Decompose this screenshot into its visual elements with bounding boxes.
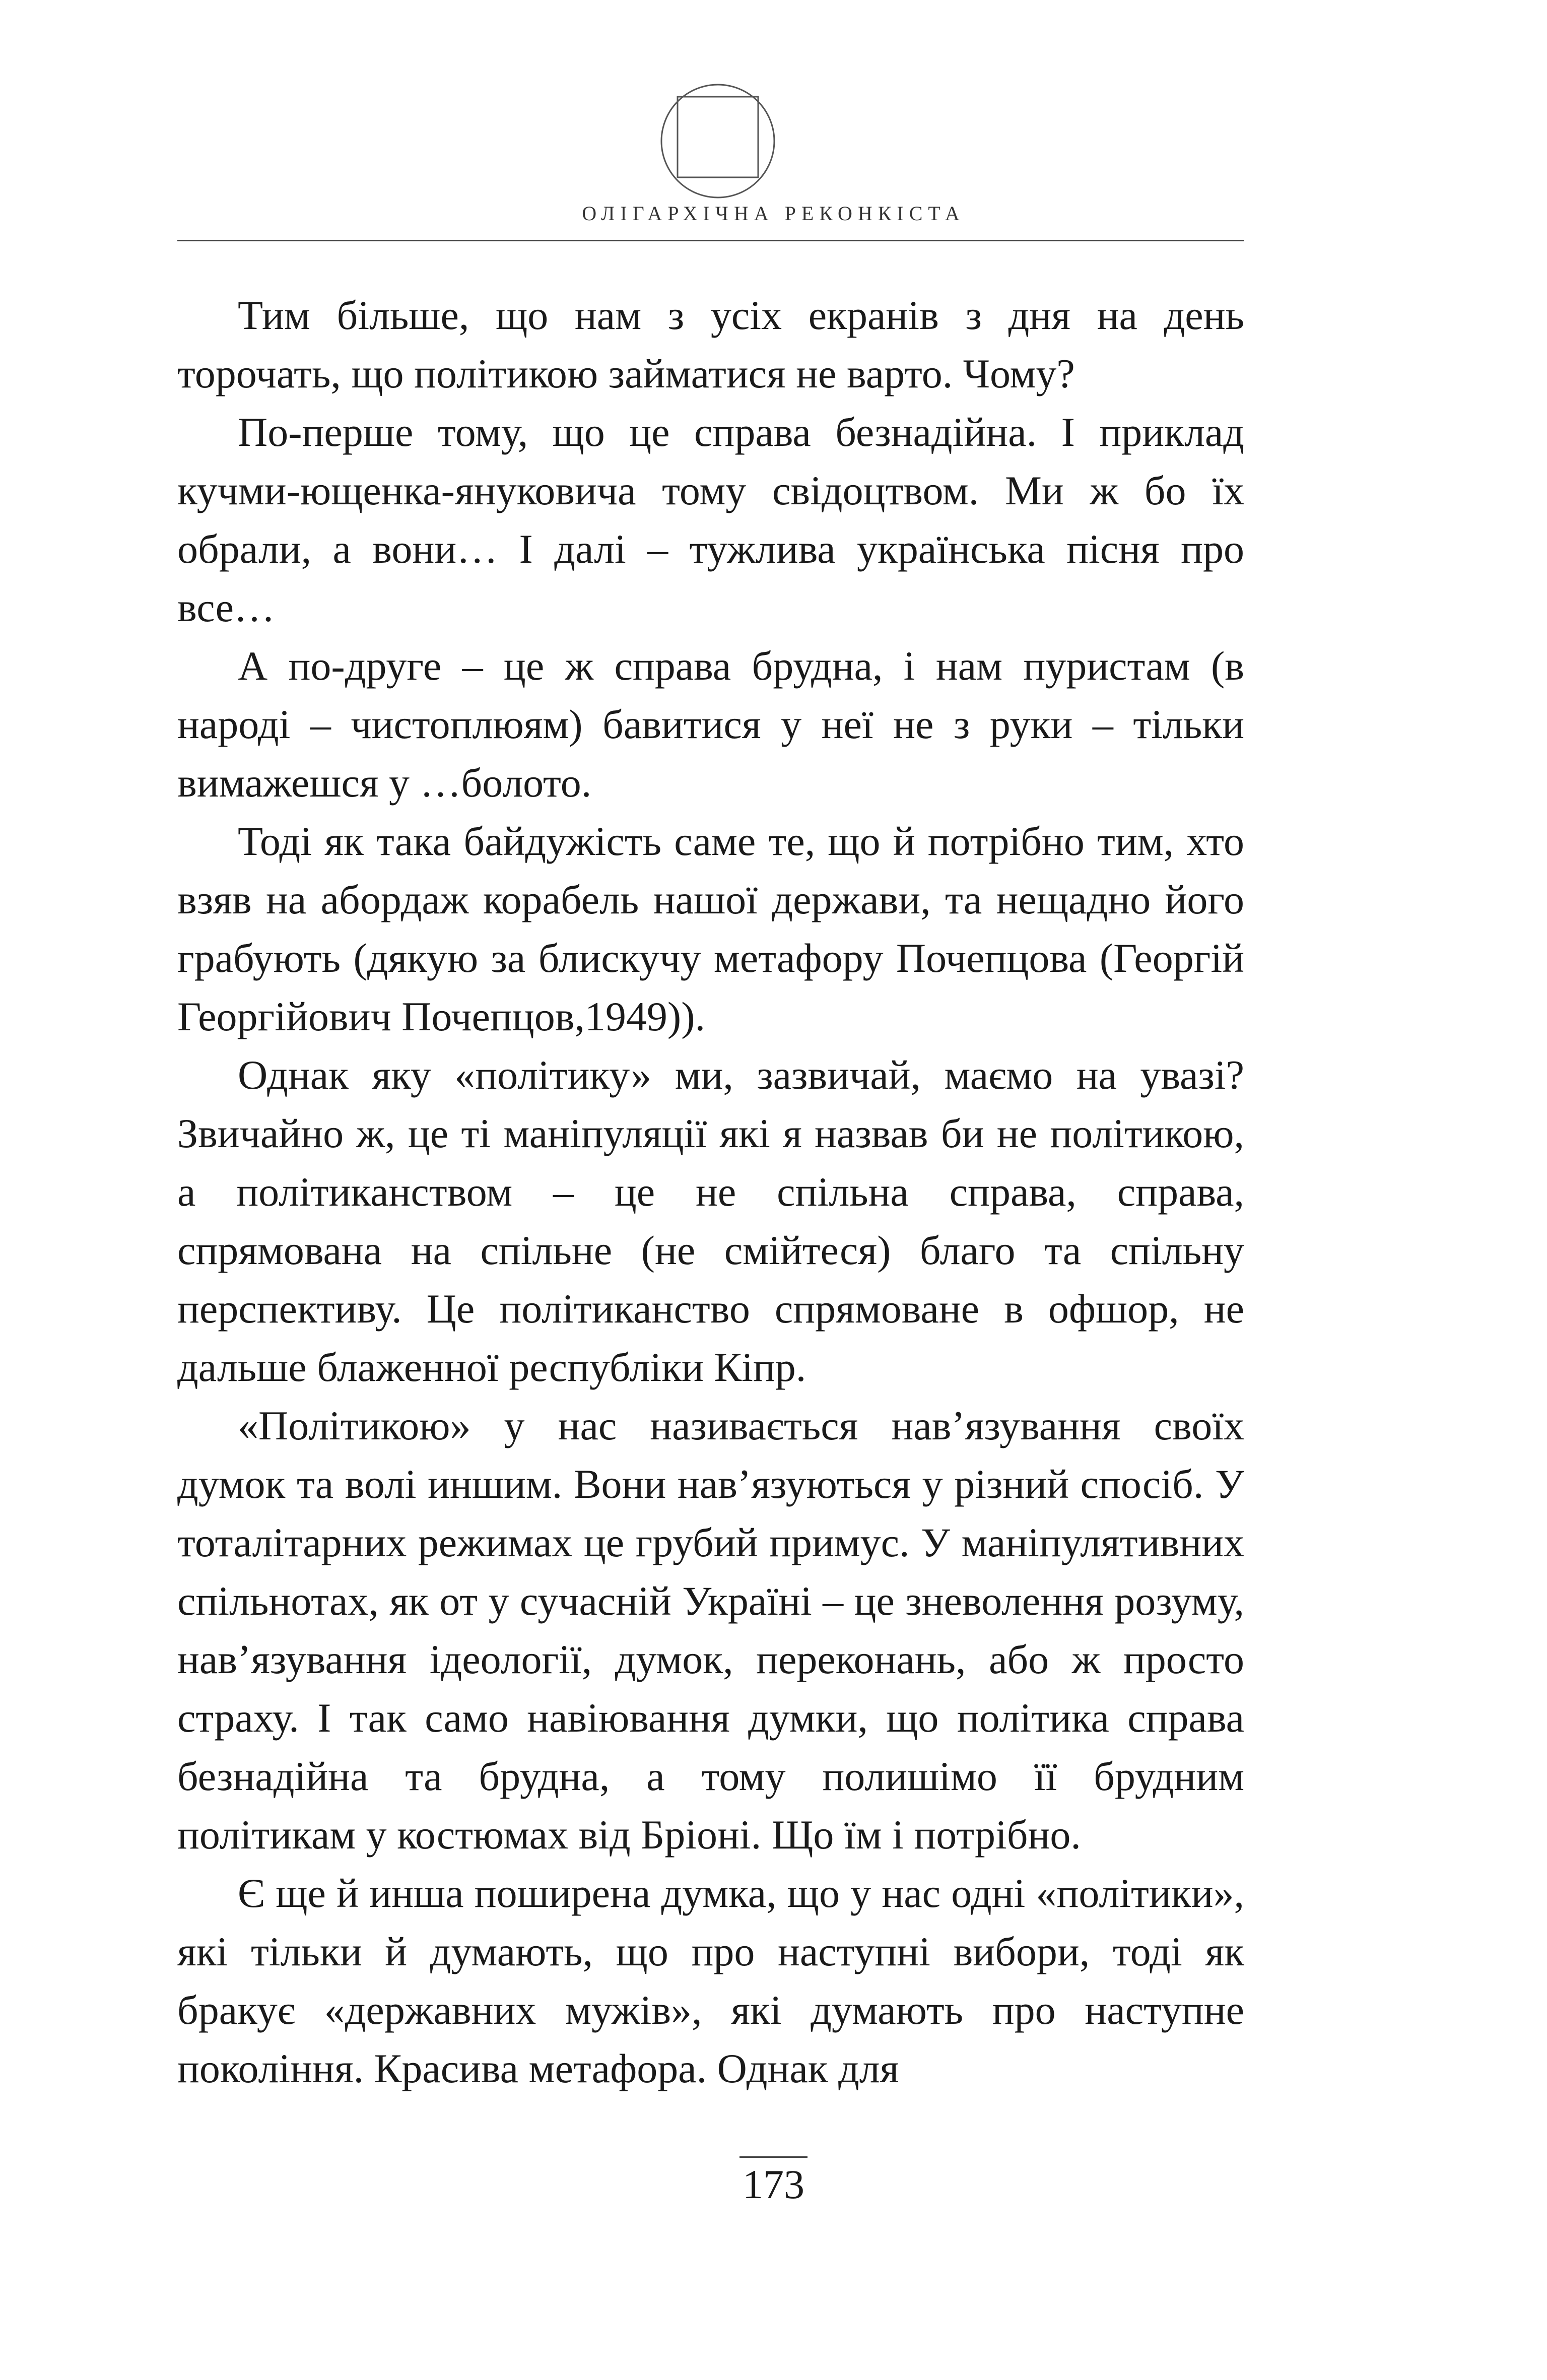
running-header: ОЛІГАРХІЧНА РЕКОНКІСТА xyxy=(582,202,965,225)
circle-square-emblem-icon xyxy=(652,76,783,207)
paragraph: Тоді як така байдужість саме те, що й потрібно тим, хто взяв на абордаж корабель нашої держави, та нещадно його грабують (дякую за блискучу метафору Почепцова (Георгій Георгійович Почепцов,1949)). xyxy=(177,818,1244,1039)
header-rule xyxy=(177,240,1244,241)
body-text xyxy=(177,286,1244,2098)
paragraph: По-перше тому, що це справа безнадійна. І приклад кучми-ющенка-януковича тому свідоцтвом. Ми ж бо їх обрали, а вони… І далі – тужлива українська пісня про все… xyxy=(177,409,1244,630)
paragraph: А по-друге – це ж справа брудна, і нам пуристам (в народі – чистоплюям) бавитися у неї не з руки – тільки вимажешся у …болото. xyxy=(177,643,1244,806)
paragraph: Однак яку «політику» ми, зазвичай, маємо на увазі? Звичайно ж, це ті маніпуляції які я назвав би не політикою, а політиканством – це не спільна справа, справа, спрямована на спільне (не смійтеся) благо та спільну перспективу. Це політиканство спрямоване в офшор, не дальше блаженної республіки Кіпр. xyxy=(177,1052,1244,1390)
page-number-container xyxy=(0,2156,1547,2208)
paragraph: «Політикою» у нас називається нав’язування своїх думок та волі иншим. Вони нав’язуються у різний спосіб. У тоталітарних режимах це грубий примус. У маніпулятивних спільнотах, як от у сучасній Україні – це зневолення розуму, нав’язування ідеології, думок, переконань, або ж просто страху. І так само навіювання думки, що політика справа безнадійна та брудна, а тому полишімо її брудним політикам у костюмах від Бріоні. Що їм і потрібно. xyxy=(177,1403,1244,1858)
paragraph: Є ще й инша поширена думка, що у нас одні «політики», які тільки й думають, що про наступні вибори, тоді як бракує «державних мужів», які думають про наступне покоління. Красива метафора. Однак для xyxy=(177,1870,1244,2091)
paragraph: Тим більше, що нам з усіх екранів з дня на день торочать, що політикою займатися не варто. Чому? xyxy=(177,292,1244,396)
page-number: 173 xyxy=(739,2156,808,2208)
